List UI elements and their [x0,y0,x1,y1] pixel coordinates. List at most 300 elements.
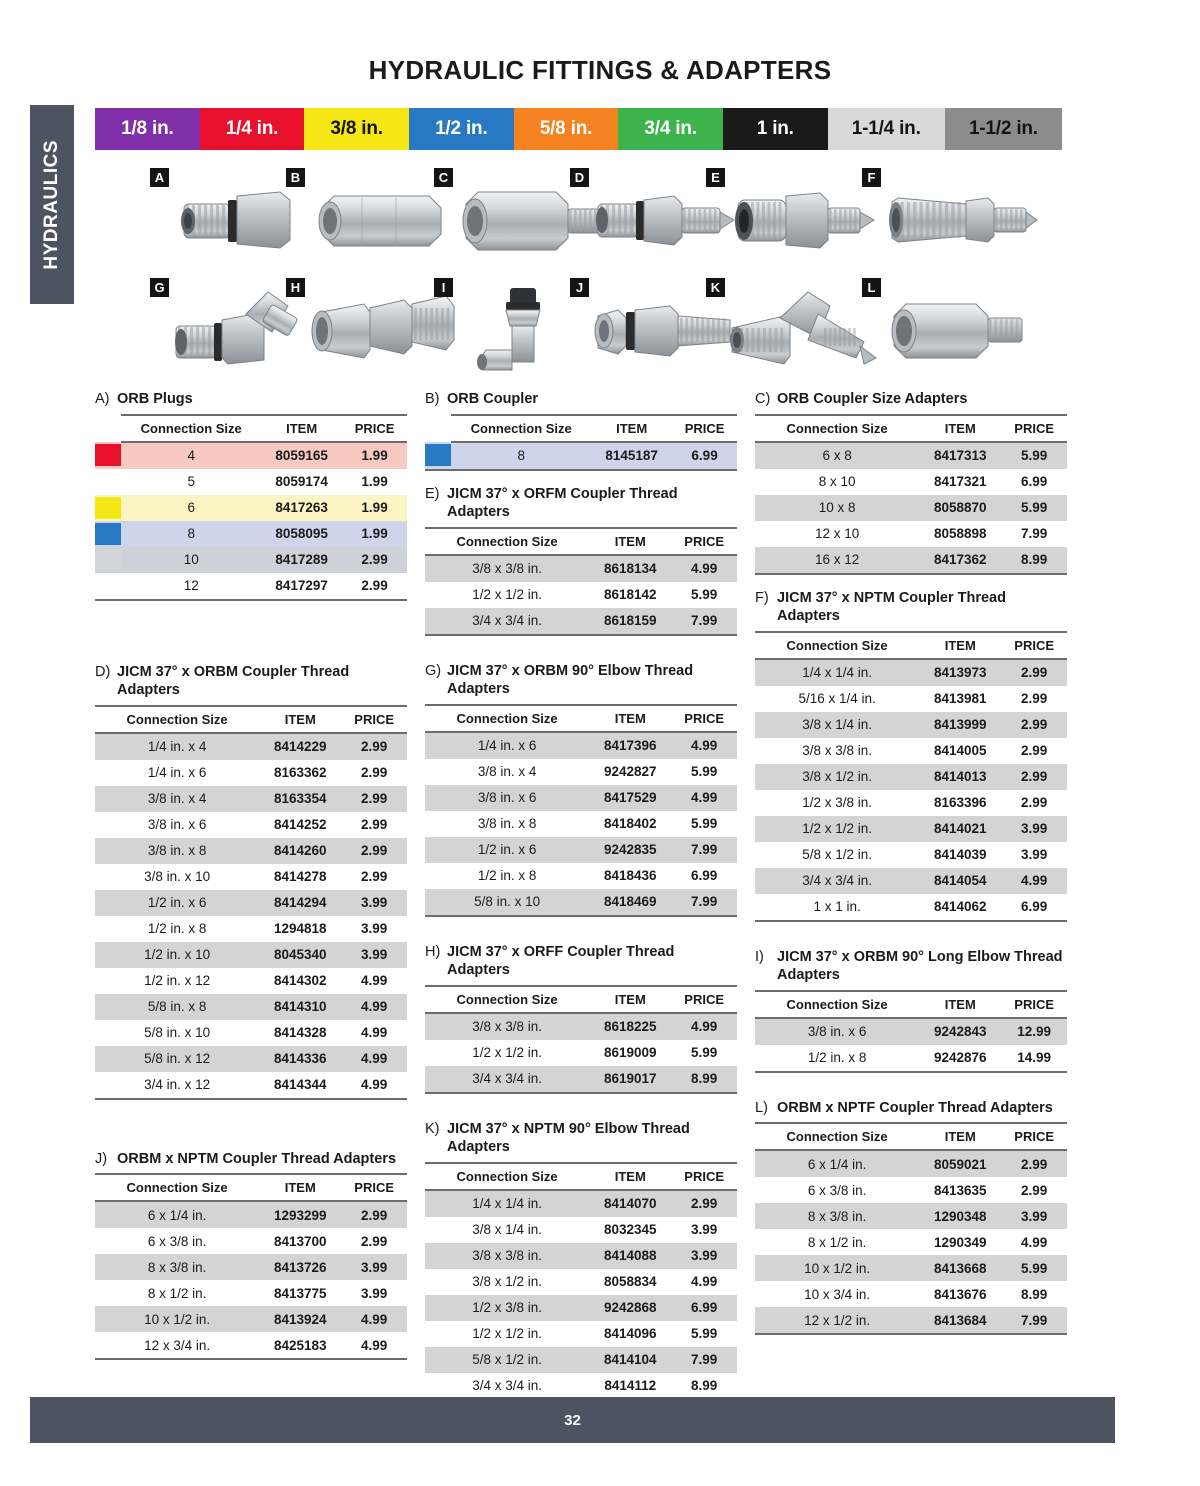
table-row[interactable] [755,1150,1067,1177]
table-row[interactable] [425,837,737,863]
cell-size: 12 x 3/4 in. [95,1332,259,1359]
table-row[interactable] [95,1072,407,1099]
row-size-color-chip [95,573,121,600]
cell-price: 7.99 [1001,1307,1067,1334]
column-header-size: Connection Size [451,415,591,442]
cell-price: 4.99 [341,994,407,1020]
table-row[interactable] [95,942,407,968]
table-row[interactable] [425,1243,737,1269]
table-row[interactable] [755,712,1067,738]
table-row[interactable] [425,1295,737,1321]
price-table [425,527,737,636]
cell-price: 5.99 [1001,442,1067,469]
cell-size: 3/4 x 3/4 in. [425,1066,589,1093]
table-title-b [425,390,737,409]
table-letter: L) [755,1099,768,1116]
table-row[interactable] [95,838,407,864]
spacer [755,922,1067,948]
cell-item: 9242876 [919,1045,1001,1072]
product-image-grid [150,168,1080,373]
cell-price: 5.99 [691,1045,718,1061]
size-legend-label: 3/8 in. [330,118,383,139]
table-row[interactable] [425,1269,737,1295]
table-row[interactable] [755,842,1067,868]
size-legend-label: 1 in. [756,118,794,139]
cell-size: 3/8 in. x 4 [477,764,537,780]
table-row[interactable] [755,790,1067,816]
size-legend-swatch[interactable] [409,108,514,150]
column-header-price: PRICE [671,1163,737,1190]
row-size-color-chip [95,521,121,547]
table-row[interactable] [95,1020,407,1046]
column-header-item: ITEM [589,705,671,732]
table-row[interactable] [755,659,1067,686]
table-row[interactable] [95,1280,407,1306]
cell-price: 4.99 [1021,1234,1048,1250]
table-letter: I) [755,948,764,965]
table-title-text: ORB Plugs [117,391,193,407]
size-legend-swatch[interactable] [514,108,619,150]
product-image-f [862,168,1047,268]
cell-size: 1/4 x 1/4 in. [425,1190,589,1217]
table-row[interactable] [95,1228,407,1254]
table-row[interactable] [425,608,737,635]
table-row[interactable] [425,1190,737,1217]
table-row[interactable] [755,1045,1067,1072]
price-table [755,414,1067,575]
column-header-price: PRICE [1001,632,1067,659]
table-row[interactable] [755,521,1067,547]
cell-size: 6 x 1/4 in. [755,1150,919,1177]
cell-item: 9242827 [603,764,657,780]
table-title-i [755,948,1067,985]
table-row[interactable] [95,1046,407,1072]
table-row[interactable] [755,738,1067,764]
size-legend-swatch[interactable] [304,108,409,150]
table-row[interactable] [95,521,407,547]
column-header-price: PRICE [1001,991,1067,1018]
cell-size: 1/2 in. x 10 [95,942,259,968]
cell-price: 8.99 [671,1066,737,1093]
cell-item: 8163362 [273,765,327,781]
cell-item: 8417289 [261,547,342,573]
cell-size: 1/2 x 3/8 in. [802,795,872,811]
price-table [95,414,407,601]
column-header-item: ITEM [919,632,1001,659]
table-letter: G) [425,662,442,679]
cell-size: 3/8 in. x 6 [755,1018,919,1045]
cell-size: 6 x 1/4 in. [95,1201,259,1228]
table-header-row [425,986,737,1013]
cell-price: 7.99 [1021,526,1048,542]
cell-size: 4 [121,442,261,469]
cell-size: 3/4 x 3/4 in. [755,868,919,894]
column-header-item: ITEM [259,1174,341,1201]
cell-price: 5.99 [691,1326,718,1342]
cell-item: 8418436 [603,868,657,884]
table-row[interactable] [95,994,407,1020]
cell-price: 4.99 [671,1013,737,1040]
cell-size: 1/2 in. x 8 [755,1045,919,1072]
table-row[interactable] [95,1201,407,1228]
cell-size: 3/4 x 3/4 in. [425,608,589,635]
cell-price: 4.99 [691,1274,718,1290]
cell-size: 1/4 in. x 6 [147,765,207,781]
table-header-row [755,991,1067,1018]
cell-size: 3/8 in. x 6 [147,817,207,833]
row-size-color-chip [95,442,121,469]
table-row[interactable] [425,1373,737,1400]
table-row[interactable] [425,582,737,608]
cell-item: 8414229 [259,733,341,760]
cell-item: 8413924 [259,1306,341,1332]
table-row[interactable] [425,732,737,759]
table-row[interactable] [95,916,407,942]
cell-price: 2.99 [671,1190,737,1217]
cell-price: 6.99 [672,442,737,470]
cell-price: 4.99 [361,973,388,989]
cell-item: 8414104 [589,1347,671,1373]
cell-item: 8413684 [919,1307,1001,1334]
table-title-text: JICM 37° x ORFF Coupler Thread Adapters [447,943,675,979]
table-row[interactable] [755,1177,1067,1203]
cell-price: 6.99 [671,1295,737,1321]
cell-item: 8414252 [273,817,327,833]
cell-item: 8414112 [589,1373,671,1400]
cell-size: 5/8 in. x 12 [95,1046,259,1072]
column-header-size: Connection Size [95,1174,259,1201]
product-letter-tag: G [150,278,169,297]
price-table [755,631,1067,922]
size-legend-swatch[interactable] [723,108,828,150]
cell-item: 8414088 [589,1243,671,1269]
cell-size: 6 [121,495,261,521]
table-row[interactable] [755,547,1067,574]
table-row[interactable] [425,759,737,785]
table-row[interactable] [755,469,1067,495]
cell-item: 8413676 [933,1286,987,1302]
table-row[interactable] [755,1229,1067,1255]
cell-price: 2.99 [361,869,388,885]
table-row[interactable] [95,786,407,812]
cell-size: 3/4 in. x 12 [95,1072,259,1099]
column-header-item: ITEM [589,986,671,1013]
size-legend-swatch[interactable] [618,108,723,150]
cell-item: 8059174 [275,474,328,490]
cell-item: 8059021 [919,1150,1001,1177]
size-legend-label: 1/2 in. [435,118,488,139]
table-row[interactable] [755,495,1067,521]
table-row[interactable] [95,760,407,786]
cell-item: 8163396 [933,795,987,811]
column-header-item: ITEM [919,415,1001,442]
cell-size: 10 x 3/4 in. [804,1286,871,1302]
cell-price: 1.99 [342,521,407,547]
cell-price: 2.99 [341,733,407,760]
cell-price: 2.99 [342,547,407,573]
cell-item: 9242868 [589,1295,671,1321]
cell-size: 3/8 x 3/8 in. [802,743,872,759]
table-row[interactable] [755,1307,1067,1334]
table-row[interactable] [95,573,407,600]
cell-size: 1/4 in. x 6 [425,732,589,759]
table-row[interactable] [425,1217,737,1243]
product-image-l [862,278,1047,378]
spacer [755,1073,1067,1099]
cell-price: 6.99 [1021,474,1048,490]
cell-item: 8414302 [273,973,327,989]
cell-price: 14.99 [1001,1045,1067,1072]
table-row[interactable] [95,547,407,573]
cell-size: 3/8 in. x 8 [95,838,259,864]
cell-price: 5.99 [1001,1255,1067,1281]
table-row[interactable] [755,764,1067,790]
table-row[interactable] [425,1013,737,1040]
cell-price: 2.99 [1021,1182,1048,1198]
footer-bar [30,1397,1115,1443]
table-row[interactable] [95,890,407,916]
column-header-size: Connection Size [425,1163,589,1190]
table-row[interactable] [425,811,737,837]
cell-size: 8 x 3/8 in. [95,1254,259,1280]
table-title-c [755,390,1067,409]
cell-size: 1/2 x 1/2 in. [755,816,919,842]
table-title-text: JICM 37° x NPTM Coupler Thread Adapters [777,589,1006,625]
spacer [755,575,1067,589]
price-table [755,990,1067,1073]
cell-price: 1.99 [342,495,407,521]
table-row[interactable] [425,555,737,582]
cell-price: 3.99 [1001,1203,1067,1229]
table-row[interactable] [95,968,407,994]
cell-size: 1/4 x 1/4 in. [755,659,919,686]
table-title-text: ORBM x NPTF Coupler Thread Adapters [777,1099,1053,1116]
column-header-item: ITEM [259,706,341,733]
table-title-text: JICM 37° x NPTM 90° Elbow Thread Adapters [447,1120,690,1156]
cell-size: 1/2 in. x 8 [147,921,207,937]
cell-size: 6 x 3/8 in. [147,1233,207,1249]
price-table [425,1162,737,1401]
column-header-price: PRICE [1001,415,1067,442]
table-header-row [95,706,407,733]
cell-item: 8414310 [259,994,341,1020]
table-title-d [95,663,407,700]
table-row[interactable] [95,442,407,469]
cell-size: 6 x 8 [755,442,919,469]
table-letter: A) [95,391,110,407]
table-letter: D) [95,663,111,680]
table-row[interactable] [755,686,1067,712]
table-title-f [755,589,1067,626]
table-title-j [95,1150,407,1169]
price-table-block-a [95,390,407,601]
table-title-text: ORB Coupler [447,391,539,407]
cell-item: 8417321 [933,474,987,490]
table-title-k [425,1120,737,1157]
cell-item: 8414096 [603,1326,657,1342]
table-letter: F) [755,589,769,606]
table-row[interactable] [755,894,1067,921]
table-row[interactable] [95,733,407,760]
column-header-size: Connection Size [95,706,259,733]
cell-item: 8414278 [273,869,327,885]
table-header-row [755,415,1067,442]
table-row[interactable] [755,816,1067,842]
table-letter: C) [755,391,771,407]
cell-size: 5/8 in. x 10 [144,1025,211,1041]
cell-item: 8058898 [933,526,987,542]
table-header-row [425,415,737,442]
table-row[interactable] [425,785,737,811]
cell-item: 8145187 [591,442,672,470]
cell-item: 8414013 [919,764,1001,790]
cell-size: 3/8 in. x 10 [144,869,211,885]
size-legend-swatch[interactable] [95,108,200,150]
column-header-size: Connection Size [755,415,919,442]
table-row[interactable] [755,1018,1067,1045]
cell-item: 8414005 [933,743,987,759]
cell-item: 8414336 [259,1046,341,1072]
cell-item: 8414054 [919,868,1001,894]
table-row[interactable] [755,442,1067,469]
product-letter-tag: A [150,168,169,187]
section-tab-hydraulics [30,105,74,304]
cell-price: 1.99 [361,474,388,490]
table-row[interactable] [425,1347,737,1373]
cell-item: 8417297 [261,573,342,600]
cell-item: 8618159 [589,608,671,635]
cell-size: 3/8 x 1/4 in. [472,1222,542,1238]
table-row[interactable] [95,1254,407,1280]
cell-price: 2.99 [1001,1150,1067,1177]
cell-item: 8058095 [261,521,342,547]
column-header-price: PRICE [672,415,737,442]
table-row[interactable] [425,442,737,470]
product-letter-tag: H [286,278,305,297]
cell-size: 10 x 1/2 in. [755,1255,919,1281]
table-row[interactable] [95,495,407,521]
size-legend-swatch[interactable] [828,108,945,150]
table-row[interactable] [95,812,407,838]
cell-item: 1294818 [273,921,327,937]
cell-size: 12 x 1/2 in. [755,1307,919,1334]
cell-price: 2.99 [361,765,388,781]
cell-item: 8413981 [933,691,987,707]
table-row[interactable] [95,1332,407,1359]
cell-item: 9242843 [919,1018,1001,1045]
table-row[interactable] [755,1281,1067,1307]
table-row[interactable] [425,1321,737,1347]
cell-item: 8619009 [603,1045,657,1061]
table-row[interactable] [95,469,407,495]
page-number: 32 [564,1411,581,1429]
size-legend-label: 1-1/2 in. [968,118,1038,139]
cell-size: 1/2 in. x 8 [477,868,537,884]
cell-price: 7.99 [671,889,737,916]
page-title: HYDRAULIC FITTINGS & ADAPTERS [368,55,832,85]
cell-size: 3/8 in. x 4 [95,786,259,812]
cell-item: 8418469 [589,889,671,916]
spacer [425,917,737,943]
fitting-illustration [880,174,1045,266]
column-header-size: Connection Size [755,991,919,1018]
size-legend-label: 1-1/4 in. [851,118,921,139]
row-size-color-chip [95,495,121,521]
cell-size: 5/8 in. x 8 [95,994,259,1020]
size-legend-swatch[interactable] [200,108,305,150]
column-header-size: Connection Size [755,1123,919,1150]
cell-item: 8413775 [273,1285,327,1301]
fitting-illustration [880,284,1045,376]
table-row[interactable] [755,868,1067,894]
cell-item: 8045340 [259,942,341,968]
cell-item: 8417396 [589,732,671,759]
size-legend-label: 3/4 in. [644,118,697,139]
price-table-block-k [425,1120,737,1401]
table-row[interactable] [425,889,737,916]
price-table-block-i [755,948,1067,1073]
cell-price: 4.99 [671,555,737,582]
cell-item: 8414062 [919,894,1001,921]
table-header-row [425,705,737,732]
table-row[interactable] [755,1255,1067,1281]
table-row[interactable] [95,1306,407,1332]
cell-item: 8414070 [589,1190,671,1217]
cell-item: 8032345 [603,1222,657,1238]
cell-item: 8414260 [259,838,341,864]
cell-size: 1/2 in. x 12 [144,973,211,989]
cell-item: 8413973 [919,659,1001,686]
table-header-row [425,1163,737,1190]
table-header-row [755,632,1067,659]
cell-item: 8163354 [259,786,341,812]
cell-price: 3.99 [671,1243,737,1269]
column-header-size: Connection Size [425,705,589,732]
cell-size: 3/8 x 3/8 in. [425,555,589,582]
cell-size: 3/8 x 3/8 in. [425,1013,589,1040]
cell-price: 4.99 [671,785,737,811]
cell-size: 5/16 x 1/4 in. [798,691,876,707]
cell-size: 12 [121,573,261,600]
table-title-text: JICM 37° x ORFM Coupler Thread Adapters [447,485,678,521]
cell-item: 8417362 [919,547,1001,574]
cell-size: 3/8 in. x 6 [425,785,589,811]
table-title-text: JICM 37° x ORBM Coupler Thread Adapters [117,663,350,699]
cell-item: 8414328 [273,1025,327,1041]
cell-item: 8417529 [589,785,671,811]
table-row[interactable] [755,1203,1067,1229]
table-title-l [755,1099,1067,1118]
column-header-price: PRICE [671,705,737,732]
table-row[interactable] [425,1040,737,1066]
cell-price: 2.99 [1001,712,1067,738]
table-row[interactable] [95,864,407,890]
table-row[interactable] [425,863,737,889]
cell-price: 7.99 [671,608,737,635]
column-header-price: PRICE [341,706,407,733]
column-header-item: ITEM [919,1123,1001,1150]
size-legend-swatch[interactable] [945,108,1062,150]
spacer [95,601,407,663]
price-table-block-f [755,589,1067,922]
cell-price: 4.99 [341,1072,407,1099]
spacer [425,1094,737,1120]
cell-item: 8619017 [589,1066,671,1093]
table-row[interactable] [425,1066,737,1093]
column-header-price: PRICE [341,1174,407,1201]
column-header-size: Connection Size [425,986,589,1013]
cell-size: 8 x 3/8 in. [755,1203,919,1229]
